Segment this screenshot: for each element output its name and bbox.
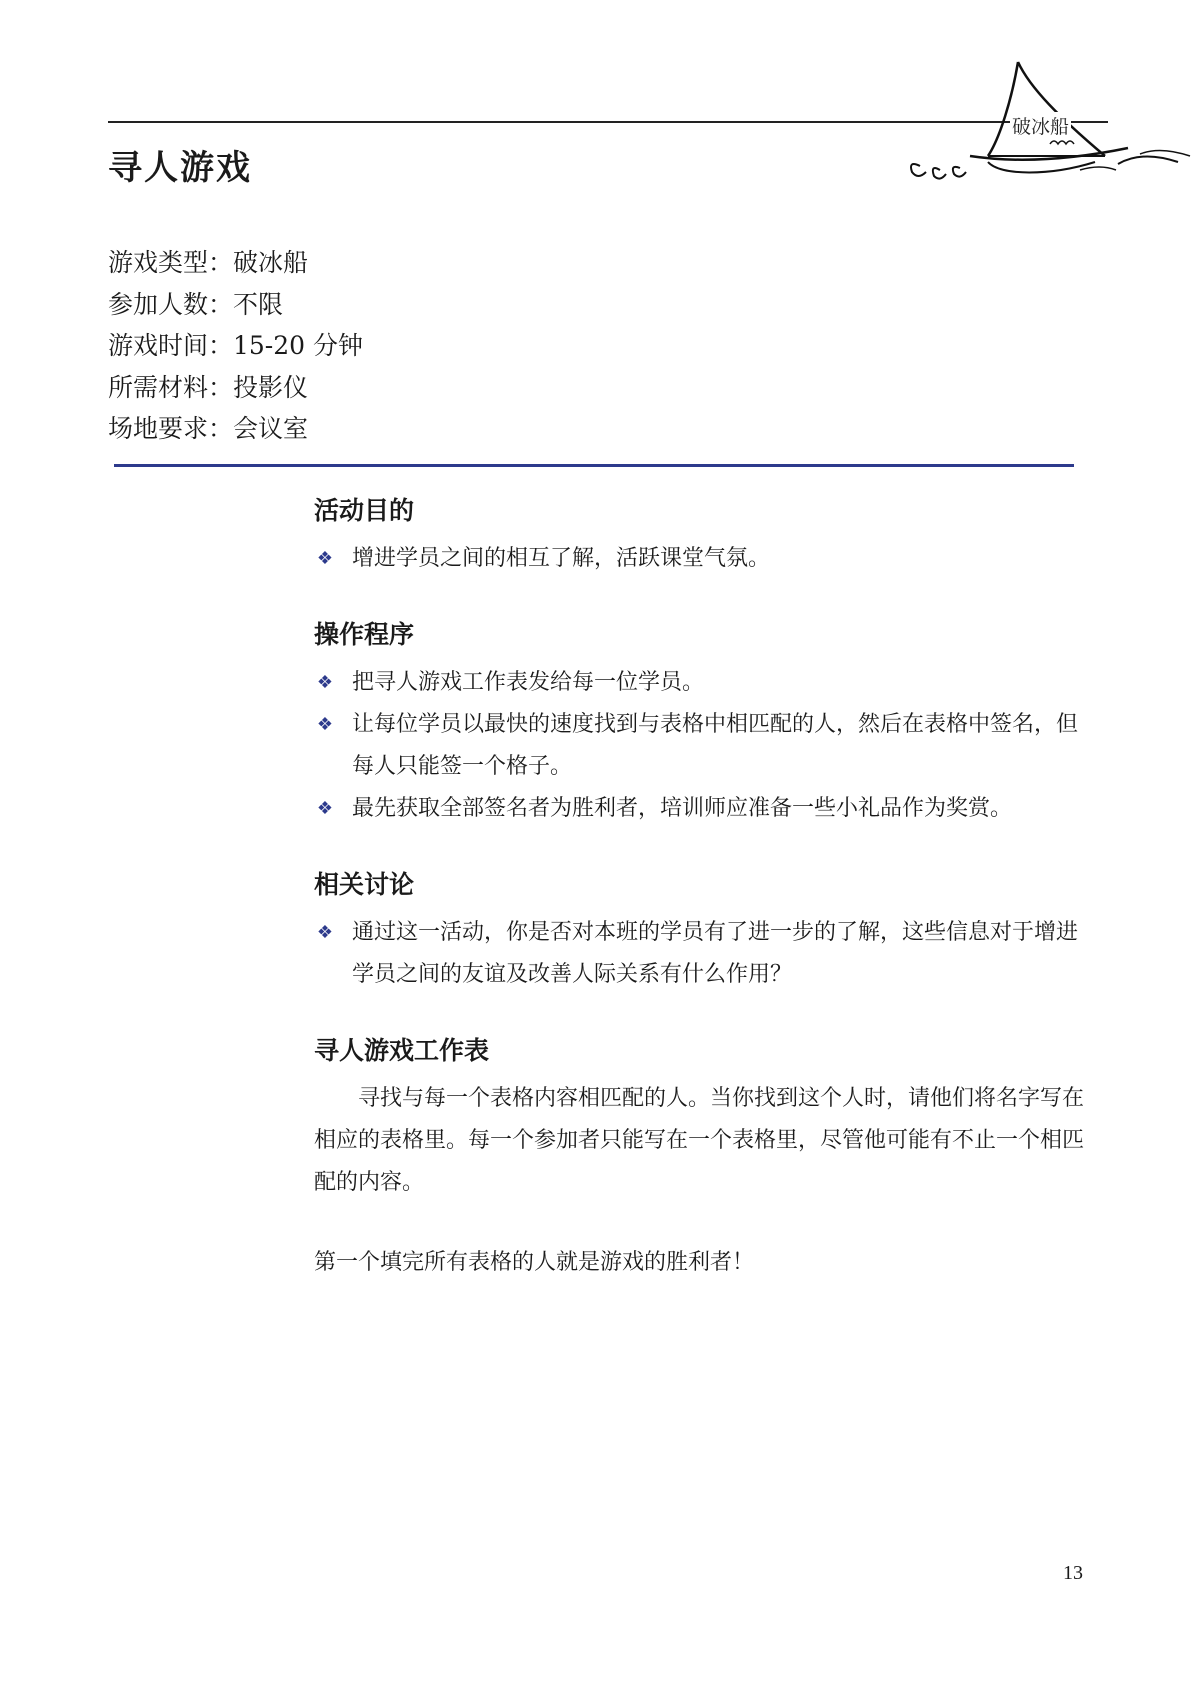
list-item-text: 通过这一活动，你是否对本班的学员有了进一步的了解，这些信息对于增进学员之间的友谊及改善人际关系有什么作用？ [352, 920, 1079, 987]
section-procedure [314, 616, 1094, 830]
page-title: 寻人游戏 [108, 148, 252, 188]
list-item [314, 912, 1094, 996]
diamond-bullet-icon: ❖ [316, 798, 334, 819]
section-purpose [314, 492, 1094, 580]
list-item [314, 704, 1094, 788]
worksheet-final-note: 第一个填完所有表格的人就是游戏的胜利者！ [314, 1250, 755, 1275]
section-title: 相关讨论 [314, 870, 415, 899]
diamond-bullet-icon: ❖ [316, 714, 334, 735]
section-worksheet [314, 1032, 1094, 1284]
list-item-text: 把寻人游戏工作表发给每一位学员。 [352, 670, 705, 695]
logo-text: 破冰船 [1010, 112, 1071, 139]
meta-materials: 所需材料：投影仪 [108, 372, 309, 402]
list-item [314, 662, 1094, 704]
section-divider [114, 464, 1074, 467]
meta-duration: 游戏时间：15-20 分钟 [108, 331, 364, 360]
list-item [314, 538, 1094, 580]
list-item-text: 让每位学员以最快的速度找到与表格中相匹配的人，然后在表格中签名，但每人只能签一个格子。 [352, 712, 1079, 779]
diamond-bullet-icon: ❖ [316, 672, 334, 693]
section-title: 操作程序 [314, 620, 415, 649]
meta-game-type: 游戏类型：破冰船 [108, 248, 309, 277]
worksheet-paragraph: 寻找与每一个表格内容相匹配的人。当你找到这个人时，请他们将名字写在相应的表格里。每一个参加者只能写在一个表格里，尽管他可能有不止一个相匹配的内容。 [314, 1086, 1085, 1195]
list-item-text: 增进学员之间的相互了解，活跃课堂气氛。 [352, 546, 771, 571]
section-discussion [314, 866, 1094, 996]
list-item-text: 最先获取全部签名者为胜利者，培训师应准备一些小礼品作为奖赏。 [352, 796, 1013, 821]
meta-participants: 参加人数：不限 [108, 289, 284, 319]
diamond-bullet-icon: ❖ [316, 548, 334, 569]
diamond-bullet-icon: ❖ [316, 922, 334, 943]
game-meta [108, 242, 363, 450]
section-title: 活动目的 [314, 496, 415, 525]
list-item [314, 788, 1094, 830]
meta-venue: 场地要求：会议室 [108, 414, 309, 443]
main-content [314, 492, 1094, 1284]
section-title: 寻人游戏工作表 [314, 1036, 490, 1065]
page-number: 13 [1063, 1562, 1083, 1584]
